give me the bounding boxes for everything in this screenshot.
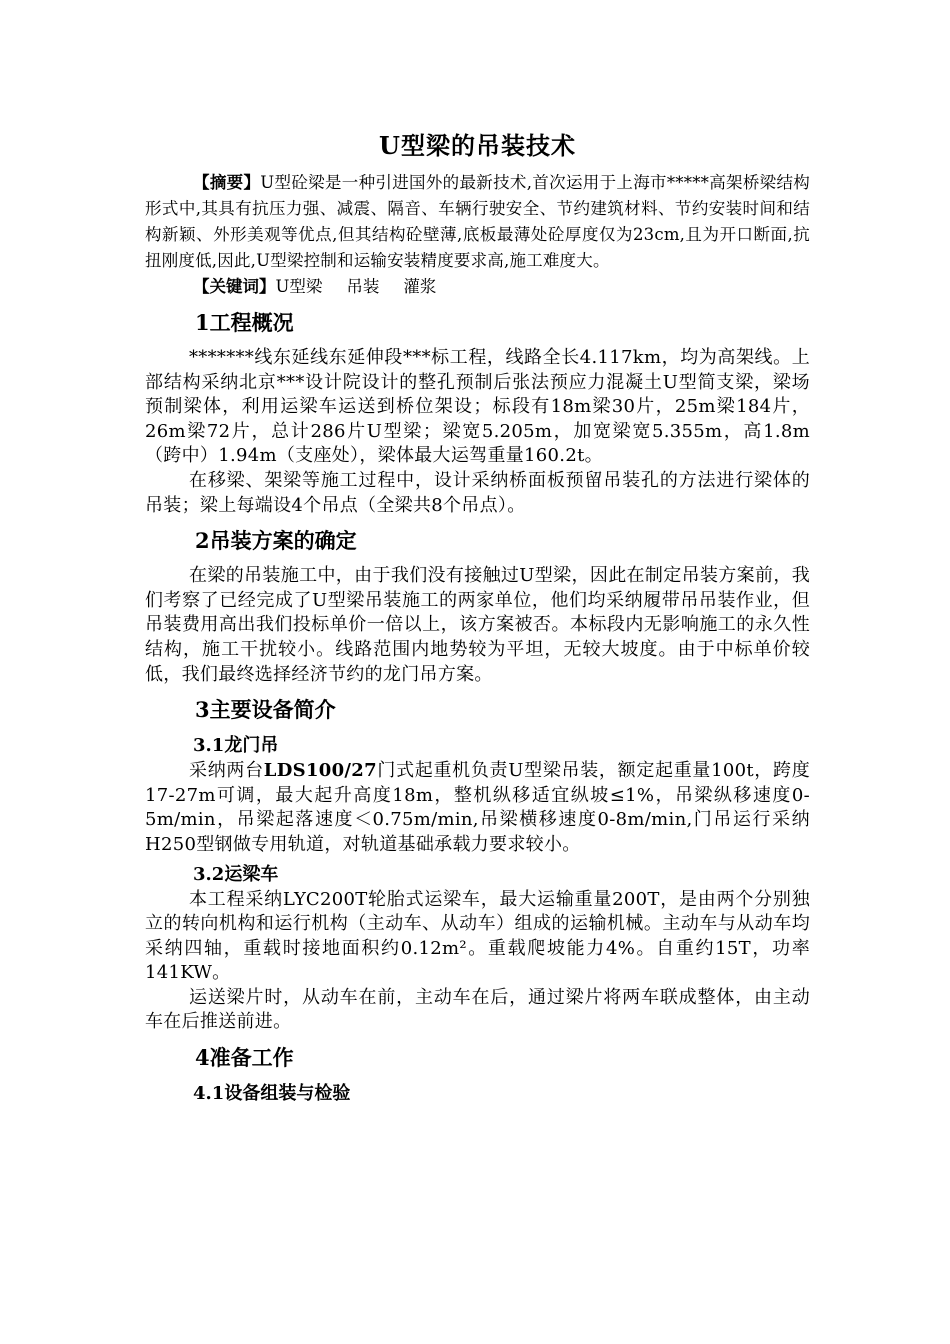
gantry-model: LDS100/27 (263, 760, 377, 782)
section-1-paragraph-1: *******线东延线东延伸段***标工程，线路全长4.117km，均为高架线。上部结构采纳北京***设计院设计的整孔预制后张法预应力混凝土U型简支梁，梁场预制梁体，利用运梁车运送到桥位架设；标段有18m梁30片，25m梁184片，26m梁72片，总计286片U型梁；梁宽5.205m，加宽梁宽5.355m，高1.8m（跨中）1.94m（支座处），梁体最大运驾重量160.2t。 (145, 347, 810, 467)
subsection-3-2-paragraph-2: 运送梁片时，从动车在前，主动车在后，通过梁片将两车联成整体，由主动车在后推送前进。 (145, 986, 810, 1033)
section-heading-2: 2吊装方案的确定 (195, 528, 357, 554)
gantry-text-pre: 采纳两台 (189, 760, 264, 782)
subsection-3-2-paragraph-1: 本工程采纳LYC200T轮胎式运梁车，最大运输重量200T，是由两个分别独立的转向机构和运行机构（主动车、从动车）组成的运输机械。主动车与从动车均采纳四轴，重载时接地面积约0.12m²。重载爬坡能力4%。自重约15T，功率141KW。 (145, 888, 810, 984)
subsection-heading-3-1: 3.1龙门吊 (193, 735, 279, 757)
subsection-heading-4-1: 4.1设备组装与检验 (193, 1083, 351, 1105)
document-page (145, 130, 810, 1107)
keyword-3: 灌浆 (403, 277, 437, 296)
section-2-paragraph-1: 在梁的吊装施工中，由于我们没有接触过U型梁，因此在制定吊装方案前，我们考察了已经完成了U型梁吊装施工的两家单位，他们均采纳履带吊吊装作业，但吊装费用高出我们投标单价一倍以上，该方案被否。本标段内无影响施工的永久性结构，施工干扰较小。线路范围内地势较为平坦，无较大坡度。由于中标单价较低，我们最终选择经济节约的龙门吊方案。 (145, 565, 810, 685)
section-heading-4: 4准备工作 (195, 1045, 294, 1071)
section-1-paragraph-2: 在移梁、架梁等施工过程中，设计采纳桥面板预留吊装孔的方法进行梁体的吊装；梁上每端设4个吊点（全梁共8个吊点）。 (145, 469, 810, 516)
abstract (145, 170, 810, 274)
section-heading-1: 1工程概况 (195, 310, 294, 335)
section-heading-3: 3主要设备简介 (195, 697, 336, 723)
keyword-2: 吊装 (346, 277, 380, 296)
subsection-heading-3-2: 3.2运梁车 (193, 863, 279, 885)
gantry-text-post: 门式起重机负责U型梁吊装，额定起重量100t，跨度17-27m可调，最大起升高度18m，整机纵移适宜纵坡≤1%，吊梁纵移速度0-5m/min，吊梁起落速度＜0.75m/min,吊梁横移速度0-8m/min,门吊运行采纳H250型钢做专用轨道，对轨道基础承载力要求较小。 (145, 760, 810, 855)
document-title: U型梁的吊装技术 (379, 131, 576, 160)
abstract-label: 【摘要】 (193, 173, 261, 192)
abstract-text: U型砼梁是一种引进国外的最新技术,首次运用于上海市*****高架桥梁结构形式中,其具有抗压力强、减震、隔音、车辆行驶安全、节约建筑材料、节约安装时间和结构新颖、外形美观等优点,但其结构砼壁薄,底板最薄处砼厚度仅为23cm,且为开口断面,抗扭刚度低,因此,U型梁控制和运输安装精度要求高,施工难度大。 (145, 173, 810, 270)
keyword-1: U型梁 (275, 277, 323, 296)
keywords (145, 274, 810, 300)
subsection-3-1-paragraph (145, 759, 810, 857)
keywords-label: 【关键词】 (193, 277, 276, 296)
